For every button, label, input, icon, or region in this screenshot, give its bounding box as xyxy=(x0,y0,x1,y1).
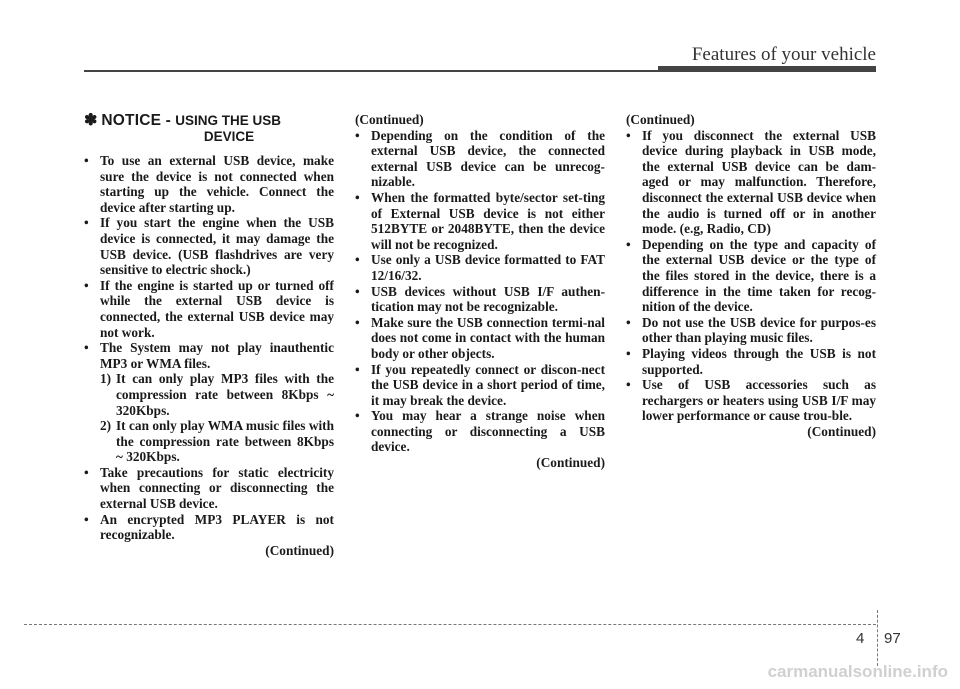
column-2 xyxy=(355,112,605,471)
sub-list-item xyxy=(84,418,334,465)
list-item: • Playing videos through the USB is not supported. xyxy=(626,346,876,377)
column-3 xyxy=(626,112,876,439)
notice-topic-line1: USING THE USB xyxy=(175,113,281,128)
continued-top-label: (Continued) xyxy=(626,112,695,127)
continued-label: (Continued) xyxy=(265,542,334,558)
sub-list-item xyxy=(84,371,334,418)
list-item: • An encrypted MP3 PLAYER is not recognizable. xyxy=(84,512,334,543)
sub-item-number: 2) xyxy=(100,418,112,434)
list-item: • When the formatted byte/sector set-ting of External USB device is not either 512BYTE or 2048BYTE, then the device will not be recognized. xyxy=(355,190,605,252)
watermark: carmanualsonline.info xyxy=(767,662,948,681)
sub-item-number: 1) xyxy=(100,371,112,387)
notice-star-icon: ✽ xyxy=(84,112,98,129)
notice-list-1 xyxy=(84,153,334,543)
sub-item-text: It can only play WMA music files with the compression rate between 8Kbps ~ 320Kbps. xyxy=(116,418,334,465)
continued-label: (Continued) xyxy=(807,423,876,439)
notice-list-2 xyxy=(355,128,605,455)
list-item: • Make sure the USB connection termi-nal does not come in contact with the human body or other objects. xyxy=(355,315,605,362)
section-number: 4 xyxy=(856,630,865,647)
list-item: • If the engine is started up or turned off while the external USB device is connected, the external USB device may not work. xyxy=(84,278,334,340)
page-header-title: Features of your vehicle xyxy=(691,44,876,65)
notice-list-3 xyxy=(626,128,876,424)
list-item: • The System may not play inauthentic MP3 or WMA files. xyxy=(84,340,334,371)
list-item: • If you repeatedly connect or discon-nect the USB device in a short period of time, it may break the device. xyxy=(355,362,605,409)
list-item: • To use an external USB device, make sure the device is not connected when starting up the vehicle. Connect the device after starting up. xyxy=(84,153,334,215)
list-item: • Use of USB accessories such as rechargers or heaters using USB I/F may lower performance or cause trou-ble. xyxy=(626,377,876,424)
list-item: • Use only a USB device formatted to FAT 12/16/32. xyxy=(355,252,605,283)
notice-heading xyxy=(84,112,334,144)
footer-divider xyxy=(877,610,878,666)
column-1 xyxy=(84,112,334,558)
header-rule-accent xyxy=(658,66,876,72)
list-item: • Do not use the USB device for purpos-es other than playing music files. xyxy=(626,315,876,346)
notice-topic-line2: DEVICE xyxy=(203,129,255,144)
continued-label: (Continued) xyxy=(536,455,605,471)
continued-top-label: (Continued) xyxy=(355,112,424,127)
list-item: • If you start the engine when the USB device is connected, it may damage the USB device. (USB flashdrives are very sensitive to electric shock.) xyxy=(84,215,334,277)
notice-label: NOTICE - xyxy=(101,112,172,129)
sub-item-text: It can only play MP3 files with the compression rate between 8Kbps ~ 320Kbps. xyxy=(116,371,334,418)
footer-rule xyxy=(24,624,876,625)
page-number: 97 xyxy=(884,630,901,647)
list-item: • Depending on the type and capacity of the external USB device or the type of the files stored in the device, there is a difference in the time taken for recog-nition of the device. xyxy=(626,237,876,315)
list-item: • If you disconnect the external USB device during playback in USB mode, the external USB device can be dam-aged or may malfunction. Therefore, disconnect the external USB device when the audio is turned off or in another mode. (e.g, Radio, CD) xyxy=(626,128,876,237)
list-item: • Depending on the condition of the external USB device, the connected external USB device can be unrecog-nizable. xyxy=(355,128,605,190)
list-item: • USB devices without USB I/F authen-tication may not be recognizable. xyxy=(355,284,605,315)
list-item: • Take precautions for static electricity when connecting or disconnecting the external USB device. xyxy=(84,465,334,512)
list-item: • You may hear a strange noise when connecting or disconnecting a USB device. xyxy=(355,408,605,455)
